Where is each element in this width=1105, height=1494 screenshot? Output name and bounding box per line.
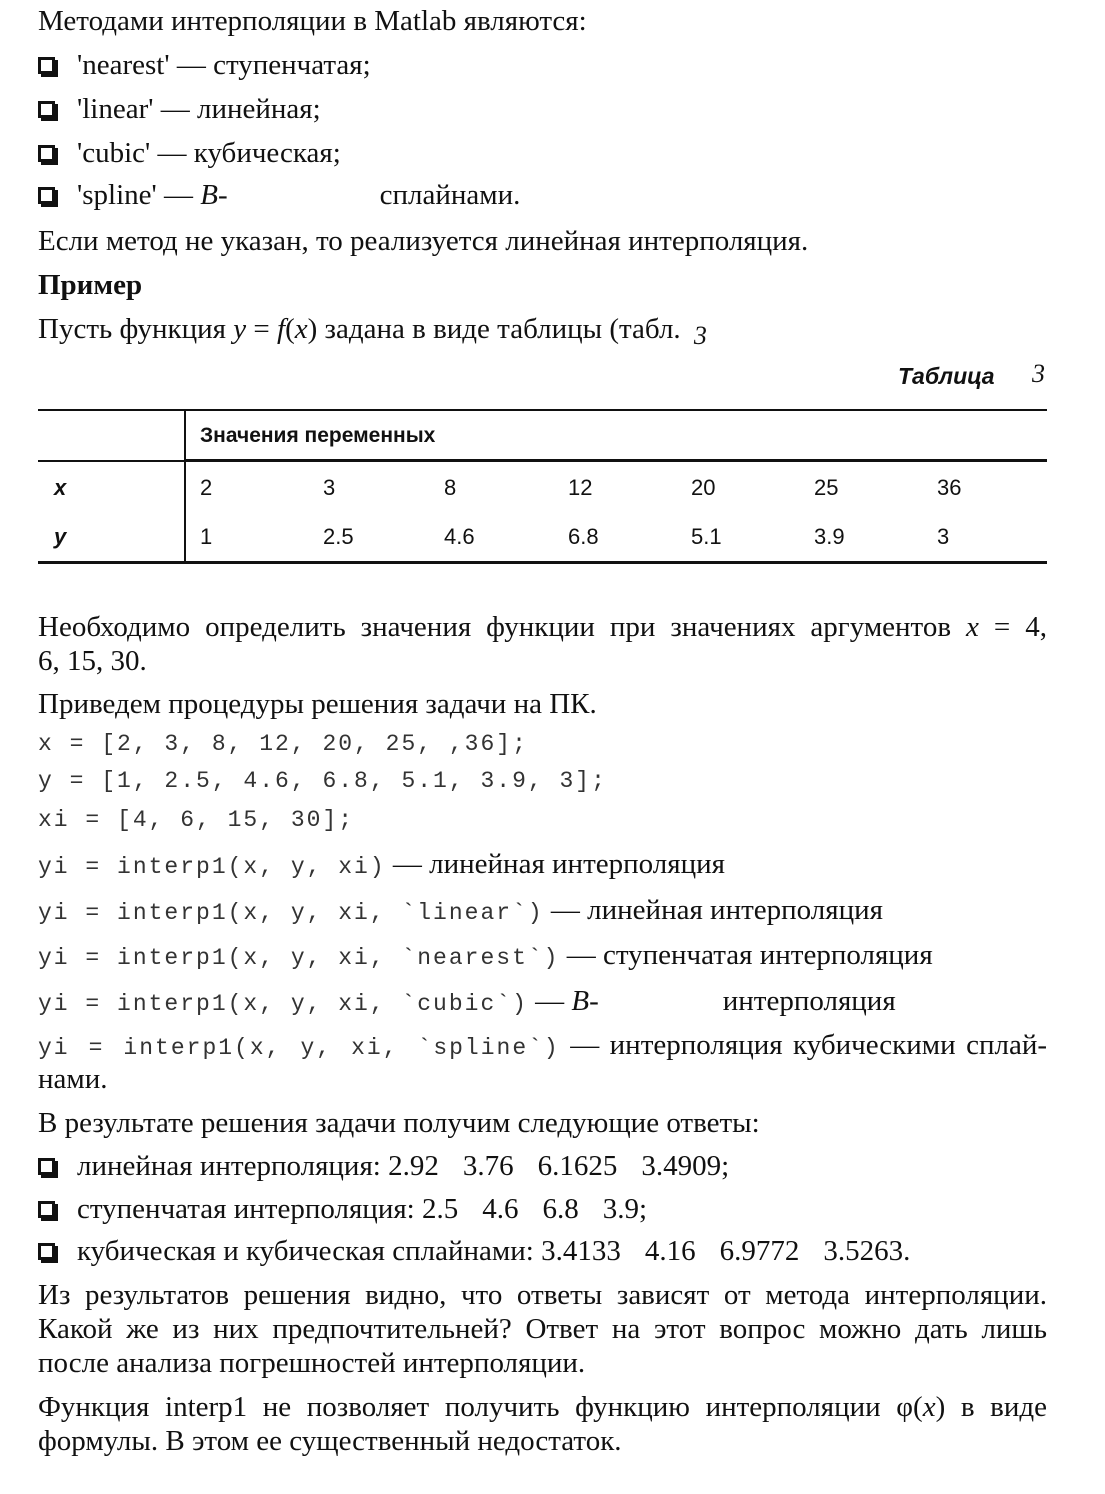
code-line-with-comment [38,1028,1047,1063]
code-comment-continuation: нами. [38,1063,108,1095]
table-column-divider [184,409,186,564]
intro-text: Методами интерполяции в Matlab являются: [38,5,587,37]
code-text: yi = interp1(x, y, xi) [38,854,386,880]
method-item [38,48,371,83]
table-cell: 36 [937,475,962,500]
code-line-with-comment [38,893,883,928]
code-line-with-comment [38,847,725,882]
code-text: yi = interp1(x, y, xi, `linear`) [38,900,544,926]
var-x: x [922,1391,936,1423]
method-letter: B- [200,179,228,211]
table-ref: 3 [693,321,707,350]
method-item [38,136,341,171]
checkbox-bullet-icon [38,57,55,74]
checkbox-bullet-icon [38,1201,55,1218]
result-value: 6.8 [542,1193,579,1225]
result-value: 3.9; [602,1193,648,1225]
method-code: 'cubic' [77,137,151,169]
result-value: 3.76 [462,1150,514,1182]
checkbox-bullet-icon [38,187,55,204]
procedures-intro: Приведем процедуры решения задачи на ПК. [38,688,597,720]
table-cell: 5.1 [691,524,722,549]
method-desc: ступенчатая; [213,49,371,81]
checkbox-bullet-icon [38,1243,55,1260]
code-comment: — ступенчатая интерполяция [566,939,933,971]
example-text-post: задана в виде таблицы (табл. [317,313,688,345]
result-value: 4.6 [482,1193,519,1225]
table-header: Значения переменных [200,424,436,447]
code-line: y = [1, 2.5, 4.6, 6.8, 5.1, 3.9, 3]; [38,768,607,794]
dash: — [160,93,190,125]
result-item [38,1234,910,1269]
method-desc: сплайнами. [379,179,521,211]
result-value: 4.16 [644,1235,696,1267]
task-text-line2: 6, 15, 30. [38,645,147,677]
checkbox-bullet-icon [38,1158,55,1175]
code-comment: — линейная интерполяция [550,894,883,926]
table-cell: 25 [814,475,839,500]
results-intro: В результате решения задачи получим следующие ответы: [38,1107,760,1139]
table-cell: 3 [323,475,336,500]
paren-open: ( [285,313,295,345]
table-cell: 12 [568,475,593,500]
result-item [38,1192,647,1227]
result-value: 3.4133 [541,1235,621,1267]
code-text: yi = interp1(x, y, xi, `spline`) [38,1035,560,1061]
dash: — [163,179,193,211]
var-x: x [294,313,308,345]
task-text-post: = 4, [978,611,1047,643]
table-cell: 1 [200,524,213,549]
conclusion-line: Какой же из них предпочтительней? Ответ на этот вопрос можно дать лишь [38,1313,1047,1345]
final-text-post: ) в виде [935,1391,1047,1423]
method-item [38,92,321,127]
result-value: 2.5 [421,1193,459,1225]
table-cell: 6.8 [568,524,599,549]
conclusion-line: после анализа погрешностей интерполяции. [38,1347,586,1379]
code-comment: интерполяция [722,985,896,1017]
dash: — [157,137,187,169]
result-label: кубическая и кубическая сплайнами: [77,1235,534,1267]
table-cell: 2 [200,475,213,500]
result-value: 3.5263. [823,1235,911,1267]
final-text-line2: формулы. В этом ее существенный недостаток. [38,1425,622,1457]
method-code: 'linear' [77,93,154,125]
conclusion-line: Из результатов решения видно, что ответы зависят от метода интерполяции. [38,1279,1047,1311]
default-note: Если метод не указан, то реализуется линейная интерполяция. [38,225,809,257]
result-label: линейная интерполяция: [77,1150,381,1182]
code-line-with-comment [38,938,933,973]
code-comment: — линейная интерполяция [392,848,725,880]
method-desc: кубическая; [193,137,341,169]
checkbox-bullet-icon [38,145,55,162]
result-value: 2.92 [388,1150,439,1182]
code-comment: — интерполяция кубическими сплай- [570,1029,1048,1061]
method-desc: линейная; [196,93,321,125]
example-heading: Пример [38,269,143,301]
table-header-rule [184,459,1047,462]
method-code: 'nearest' [77,49,170,81]
example-text-pre: Пусть функция [38,313,234,345]
code-comment: — [535,985,565,1017]
table-cell: 3 [937,524,950,549]
data-table [38,409,1047,564]
table-cell: 4.6 [444,524,475,549]
equals: = [246,313,278,345]
table-top-rule [38,409,1047,411]
final-text-pre: Функция interp1 не позволяет получить функцию интерполяции φ( [38,1391,923,1423]
paren-close: ) [307,313,318,345]
code-letter: B- [571,985,599,1017]
code-text: yi = interp1(x, y, xi, `cubic`) [38,991,528,1017]
table-cell: 20 [691,475,716,500]
func-f: f [277,313,286,345]
result-label: ступенчатая интерполяция: [77,1193,415,1225]
code-line: x = [2, 3, 8, 12, 20, 25, ,36]; [38,731,528,757]
table-cell: 2.5 [323,524,354,549]
example-text [38,312,707,350]
result-value: 3.4909; [641,1150,730,1182]
method-item [38,178,520,213]
row-label-y: y [54,524,67,549]
table-cell: 3.9 [814,524,845,549]
row-label-x: x [54,475,67,500]
var-x: x [966,611,979,643]
table-cell: 8 [444,475,457,500]
dash: — [176,49,206,81]
code-line: xi = [4, 6, 15, 30]; [38,807,355,833]
table-caption-num: 3 [1032,359,1045,388]
final-text-line1 [38,1390,1047,1425]
code-line-with-comment [38,984,896,1019]
task-text-pre: Необходимо определить значения функции при значениях аргументов [38,611,967,643]
result-item [38,1149,729,1184]
result-value: 6.1625 [537,1150,618,1182]
table-header-rule-left [38,460,184,462]
checkbox-bullet-icon [38,101,55,118]
result-value: 6.9772 [719,1235,800,1267]
task-text-line1 [38,610,1047,645]
code-text: yi = interp1(x, y, xi, `nearest`) [38,945,560,971]
table-bottom-rule [38,561,1047,564]
method-code: 'spline' [77,179,157,211]
table-caption: Таблица [898,363,995,389]
var-y: y [233,313,247,345]
